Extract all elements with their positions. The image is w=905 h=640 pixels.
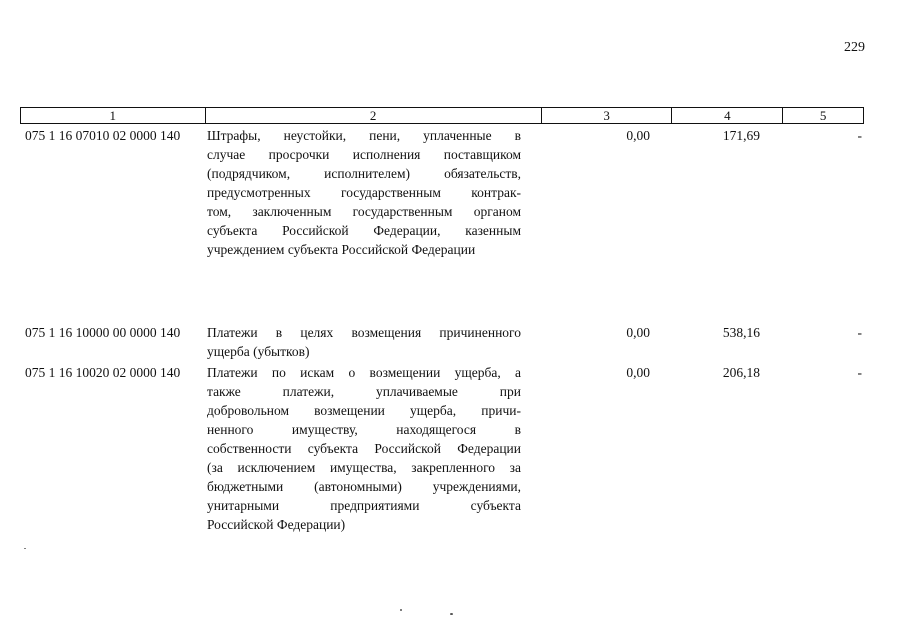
row-col5-value: - [857, 325, 862, 340]
row-col5-value: - [857, 128, 862, 143]
row-col5-value: - [857, 365, 862, 380]
row-col4-value: 206,18 [722, 365, 760, 380]
header-cell-5: 5 [819, 108, 827, 123]
row-description [207, 363, 521, 534]
description-line: предусмотренных государственным контрак- [207, 185, 521, 200]
row-col3-value: 0,00 [626, 128, 650, 143]
scan-speck [24, 548, 26, 549]
description-line: также платежи, уплачиваемые при [207, 384, 521, 399]
description-line: собственности субъекта Российской Федерации [207, 441, 521, 456]
description-line: ненного имуществу, находящегося в [207, 422, 521, 437]
row-col3-value: 0,00 [626, 325, 650, 340]
header-cell-3: 3 [542, 108, 673, 123]
row-code: 075 1 16 10020 02 0000 140 [25, 365, 181, 380]
row-code: 075 1 16 10000 00 0000 140 [25, 325, 181, 340]
row-code: 075 1 16 07010 02 0000 140 [25, 128, 181, 143]
description-line: случае просрочки исполнения поставщиком [207, 147, 521, 162]
row-col4-value: 171,69 [722, 128, 760, 143]
description-line: Платежи по искам о возмещении ущерба, а [207, 365, 521, 380]
table-header-row [20, 107, 864, 124]
header-cell-4: 4 [672, 108, 783, 123]
description-line: добровольном возмещении ущерба, причи- [207, 403, 521, 418]
description-line: (подрядчиком, исполнителем) обязательств, [207, 166, 521, 181]
description-line: субъекта Российской Федерации, казенным [207, 223, 521, 238]
row-col4-value: 538,16 [722, 325, 760, 340]
description-line: ущерба (убытков) [207, 344, 310, 359]
description-line: (за исключением имущества, закрепленного за [207, 460, 521, 475]
header-cell-2: 2 [206, 108, 542, 123]
description-line: бюджетными (автономными) учреждениями, [207, 479, 521, 494]
row-description [207, 323, 521, 361]
description-line: учреждением субъекта Российской Федерации [207, 242, 476, 257]
scan-speck [400, 609, 402, 611]
description-line: Штрафы, неустойки, пени, уплаченные в [207, 128, 521, 143]
description-line: Платежи в целях возмещения причиненного [207, 325, 521, 340]
description-line: Российской Федерации) [207, 517, 346, 532]
description-line: том, заключенным государственным органом [207, 204, 521, 219]
page-number: 229 [844, 40, 865, 55]
row-col3-value: 0,00 [626, 365, 650, 380]
row-description [207, 126, 521, 259]
scan-speck [450, 613, 453, 615]
header-cell-1: 1 [21, 108, 206, 123]
description-line: унитарными предприятиями субъекта [207, 498, 521, 513]
